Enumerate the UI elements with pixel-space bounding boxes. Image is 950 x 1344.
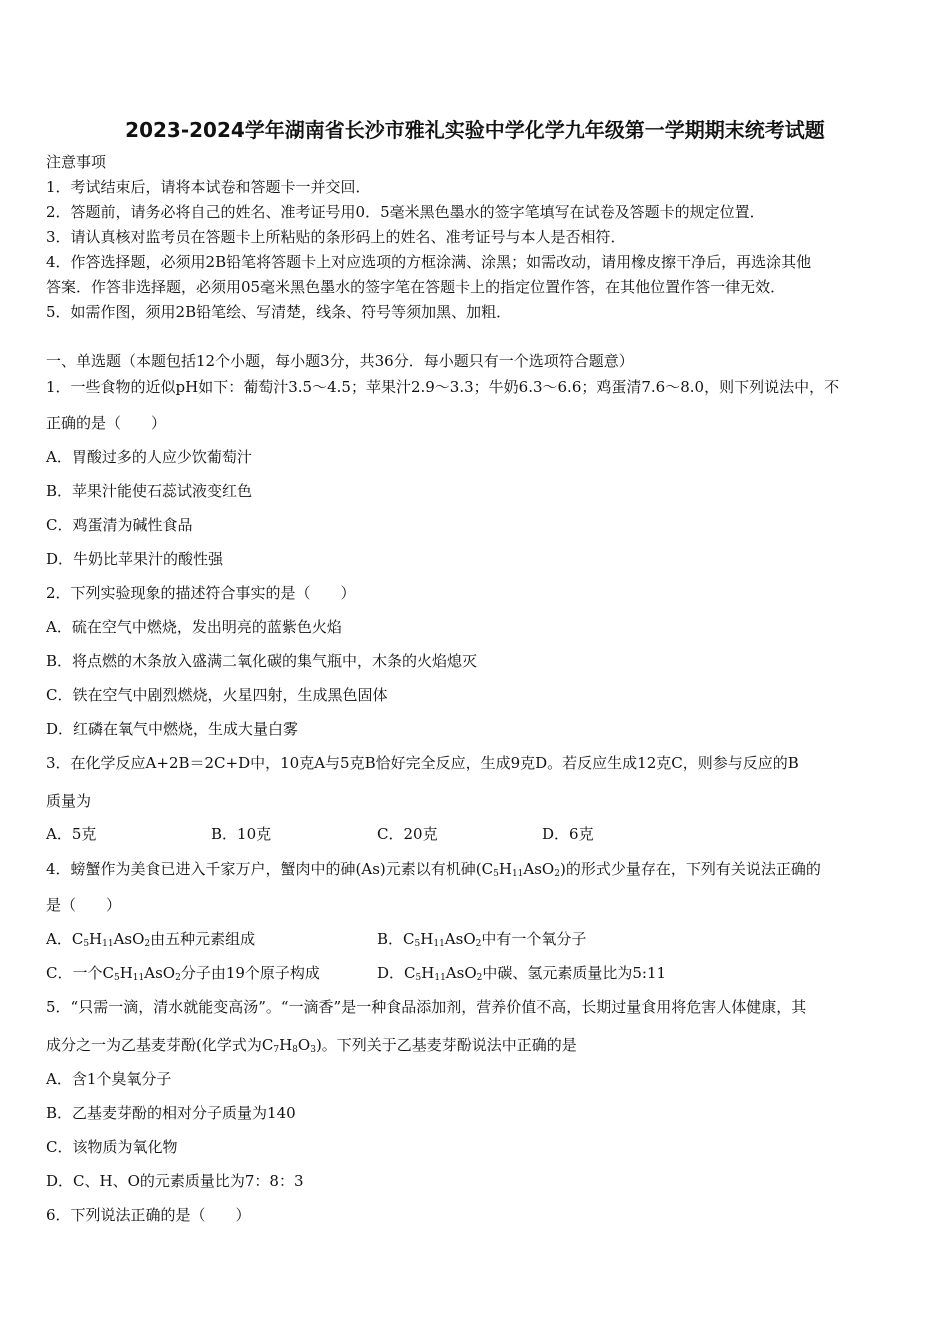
q4-text-a: 4．螃蟹作为美食已进入千家万户，蟹肉中的砷(As)元素以有机砷(C xyxy=(46,860,494,878)
q5-sub-2: 8 xyxy=(292,1045,298,1055)
q5-stem: 5．“只需一滴，清水就能变高汤”。“一滴香”是一种食品添加剂，营养价值不高，长期过量食用将危害人体健康，其 xyxy=(46,998,807,1016)
formula-sub: 2 xyxy=(175,973,181,983)
notice-item-4-cont: 答案．作答非选择题，必须用05毫米黑色墨水的签字笔在答题卡上的指定位置作答，在其他位置作答一律无效． xyxy=(46,278,786,296)
q5-text-c: O xyxy=(297,1036,311,1054)
notice-item-4: 4．作答选择题，必须用2B铅笔将答题卡上对应选项的方框涂满、涂黑；如需改动，请用橡皮擦干净后，再选涂其他 xyxy=(46,253,812,271)
page-title: 2023-2024学年湖南省长沙市雅礼实验中学化学九年级第一学期期末统考试题 xyxy=(125,118,825,142)
q5-option-b: B．乙基麦芽酚的相对分子质量为140 xyxy=(46,1104,296,1122)
notice-item-1: 1．考试结束后，请将本试卷和答题卡一并交回． xyxy=(46,178,371,196)
q3-option-b: B．10克 xyxy=(211,825,272,843)
formula-sub: 2 xyxy=(144,939,151,949)
q4-text-c: AsO xyxy=(523,860,555,878)
formula-sub: 5 xyxy=(415,973,422,983)
q2-option-a: A．硫在空气中燃烧，发出明亮的蓝紫色火焰 xyxy=(46,618,342,636)
q5-stem-cont xyxy=(46,1035,577,1055)
q2-stem: 2．下列实验现象的描述符合事实的是（ ） xyxy=(46,584,356,602)
q5-option-c: C．该物质为氧化物 xyxy=(46,1138,178,1156)
q1-option-d: D．牛奶比苹果汁的酸性强 xyxy=(46,550,224,568)
q6-stem: 6．下列说法正确的是（ ） xyxy=(46,1206,251,1224)
formula-text: AsO xyxy=(113,930,145,948)
q4-b-prefix: B．C xyxy=(377,930,415,948)
q4-d-suffix: 中碳、氢元素质量比为5:11 xyxy=(482,964,667,982)
q4-sub-1: 5 xyxy=(493,869,499,879)
q1-option-b: B．苹果汁能使石蕊试液变红色 xyxy=(46,482,253,500)
notice-heading: 注意事项 xyxy=(46,153,107,171)
formula-sub: 11 xyxy=(132,973,145,983)
q3-option-a: A．5克 xyxy=(46,825,97,843)
formula-sub: 11 xyxy=(434,973,446,983)
formula-text: H xyxy=(421,964,435,982)
notice-item-2: 2．答题前，请务必将自己的姓名、准考证号用0．5毫米黑色墨水的签字笔填写在试卷及答题卡的规定位置． xyxy=(46,203,765,221)
q5-text-b: H xyxy=(279,1036,293,1054)
q4-option-a xyxy=(46,929,255,949)
q5-text-d: )。下列关于乙基麦芽酚说法中正确的是 xyxy=(315,1036,577,1054)
q3-stem: 3．在化学反应A+2B＝2C+D中，10克A与5克B恰好完全反应，生成9克D。若反应生成12克C，则参与反应的B xyxy=(46,754,799,772)
q4-stem-cont: 是（ ） xyxy=(46,896,122,914)
q5-option-d: D．C、H、O的元素质量比为7：8：3 xyxy=(46,1172,304,1190)
formula-sub: 5 xyxy=(113,973,120,983)
q5-option-a: A．含1个臭氧分子 xyxy=(46,1070,172,1088)
q4-a-suffix: 由五种元素组成 xyxy=(150,930,256,948)
formula-text: H xyxy=(119,964,133,982)
q4-text-b: H xyxy=(498,860,512,878)
q1-stem: 1．一些食物的近似pH如下：葡萄汁3.5～4.5；苹果汁2.9～3.3；牛奶6.3～6.6；鸡蛋清7.6～8.0，则下列说法中，不 xyxy=(46,378,840,396)
q4-sub-2: 11 xyxy=(511,869,524,879)
q5-sub-3: 3 xyxy=(310,1045,316,1055)
q3-option-c: C．20克 xyxy=(377,825,438,843)
q3-option-d: D．6克 xyxy=(542,825,594,843)
q4-option-c xyxy=(46,963,320,983)
formula-sub: 2 xyxy=(475,939,482,949)
q4-text-d: )的形式少量存在，下列有关说法正确的 xyxy=(559,860,821,878)
section-heading: 一、单选题（本题包括12个小题，每小题3分，共36分．每小题只有一个选项符合题意） xyxy=(46,352,634,370)
q5-text-a: 成分之一为乙基麦芽酚(化学式为C xyxy=(46,1036,274,1054)
q4-stem xyxy=(46,859,821,879)
q2-option-d: D．红磷在氧气中燃烧，生成大量白雾 xyxy=(46,720,299,738)
formula-sub: 5 xyxy=(414,939,421,949)
formula-text: AsO xyxy=(444,930,476,948)
q2-option-b: B．将点燃的木条放入盛满二氧化碳的集气瓶中，木条的火焰熄灭 xyxy=(46,652,478,670)
q3-stem-cont: 质量为 xyxy=(46,792,92,810)
q4-sub-3: 2 xyxy=(554,869,560,879)
formula-sub: 11 xyxy=(102,939,114,949)
formula-sub: 11 xyxy=(433,939,445,949)
formula-text: H xyxy=(89,930,103,948)
q4-b-suffix: 中有一个氧分子 xyxy=(481,930,587,948)
q4-option-d xyxy=(377,963,666,983)
formula-sub: 2 xyxy=(476,973,483,983)
formula-text: H xyxy=(420,930,434,948)
q2-option-c: C．铁在空气中剧烈燃烧，火星四射，生成黑色固体 xyxy=(46,686,388,704)
q4-c-prefix: C．一个C xyxy=(46,964,114,982)
q4-d-prefix: D．C xyxy=(377,964,416,982)
q4-c-suffix: 分子由19个原子构成 xyxy=(180,964,320,982)
formula-sub: 5 xyxy=(83,939,90,949)
notice-item-3: 3．请认真核对监考员在答题卡上所粘贴的条形码上的姓名、准考证号与本人是否相符． xyxy=(46,228,626,246)
formula-text: AsO xyxy=(144,964,176,982)
formula-text: AsO xyxy=(445,964,477,982)
q1-option-c: C．鸡蛋清为碱性食品 xyxy=(46,516,193,534)
q5-sub-1: 7 xyxy=(273,1045,280,1055)
q1-stem-cont: 正确的是（ ） xyxy=(46,414,167,432)
q1-option-a: A．胃酸过多的人应少饮葡萄汁 xyxy=(46,448,252,466)
q4-a-prefix: A．C xyxy=(46,930,84,948)
notice-item-5: 5．如需作图，须用2B铅笔绘、写清楚，线条、符号等须加黑、加粗． xyxy=(46,303,512,321)
q4-option-b xyxy=(377,929,586,949)
